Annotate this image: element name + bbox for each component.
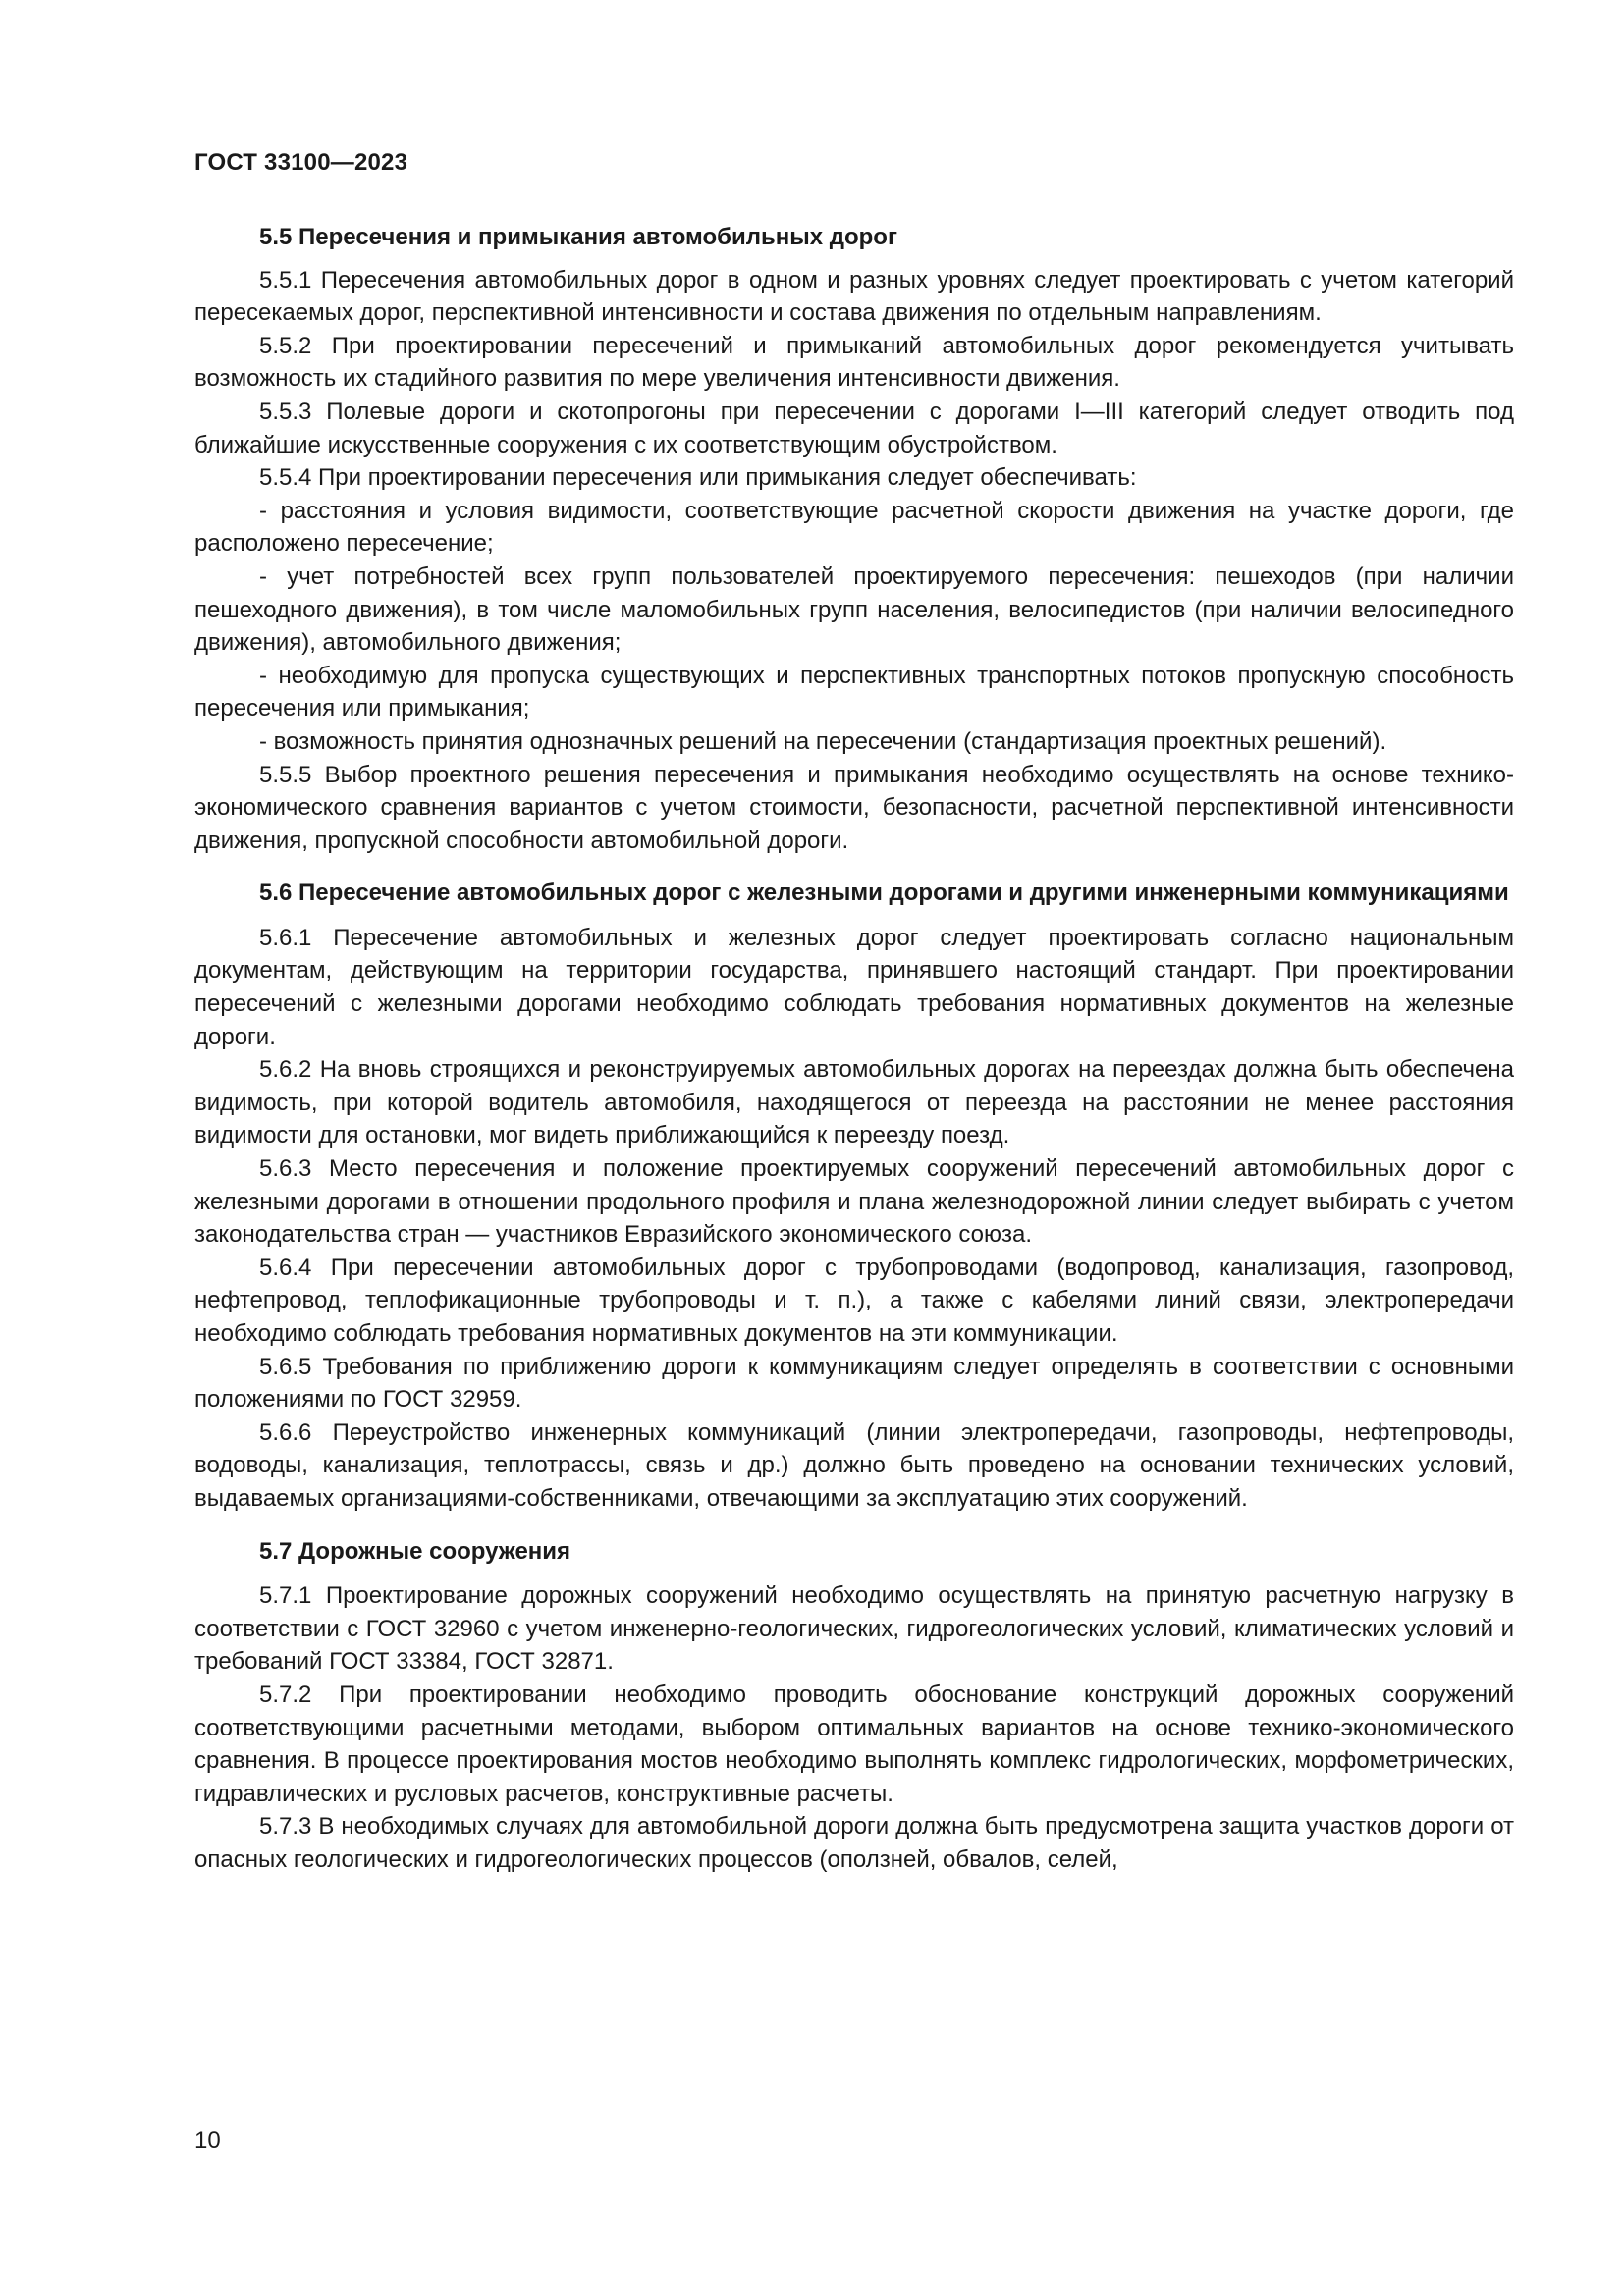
document-body (194, 221, 1514, 1877)
paragraph-5-7-1: 5.7.1 Проектирование дорожных сооружений необходимо осуществлять на принятую расчетную нагрузку в соответствии с ГОСТ 32960 с учетом инженерно-геологических, гидрогеологических условий, климатических условий и требований ГОСТ 33384, ГОСТ 32871. (194, 1582, 1514, 1676)
list-item-user-groups: - учет потребностей всех групп пользователей проектируемого пересечения: пешеходов (при наличии пешеходного движения), в том числе маломобильных групп населения, велосипедистов (при наличии велосипедного движения), автомобильного движения; (194, 562, 1514, 657)
section-heading-5-5: 5.5 Пересечения и примыкания автомобильных дорог (259, 224, 897, 250)
section-heading-5-6: 5.6 Пересечение автомобильных дорог с железными дорогами и другими инженерными коммуникациями (259, 880, 1509, 907)
paragraph-5-5-4: 5.5.4 При проектировании пересечения или примыкания следует обеспечивать: (259, 464, 1137, 492)
paragraph-5-6-1: 5.6.1 Пересечение автомобильных и железных дорог следует проектировать согласно национальным документам, действующим на территории государства, принявшего настоящий стандарт. При проектировании пересечений с железными дорогами необходимо соблюдать требования нормативных документов на железные дороги. (194, 924, 1514, 1050)
paragraph-5-6-6: 5.6.6 Переустройство инженерных коммуникаций (линии электропередачи, газопроводы, нефтепроводы, водоводы, канализация, теплотрассы, связь и др.) должно быть проведено на основании технических условий, выдаваемых организациями-собственниками, отвечающими за эксплуатацию этих сооружений. (194, 1418, 1514, 1512)
paragraph-5-7-2: 5.7.2 При проектировании необходимо проводить обоснование конструкций дорожных сооружений соответствующими расчетными методами, выбором оптимальных вариантов на основе технико-экономического сравнения. В процессе проектирования мостов необходимо выполнять комплекс гидрологических, морфометрических, гидравлических и русловых расчетов, конструктивные расчеты. (194, 1681, 1514, 1807)
paragraph-5-5-2: 5.5.2 При проектировании пересечений и примыканий автомобильных дорог рекомендуется учитывать возможность их стадийного развития по мере увеличения интенсивности движения. (194, 332, 1514, 393)
paragraph-5-6-3: 5.6.3 Место пересечения и положение проектируемых сооружений пересечений автомобильных дорог с железными дорогами в отношении продольного профиля и плана железнодорожной линии следует выбирать с учетом законодательства стран — участников Евразийского экономического союза. (194, 1155, 1514, 1249)
page-number: 10 (194, 2127, 221, 2154)
paragraph-5-5-1: 5.5.1 Пересечения автомобильных дорог в одном и разных уровнях следует проектировать с учетом категорий пересекаемых дорог, перспективной интенсивности и состава движения по отдельным направлениям. (194, 266, 1514, 327)
list-item-visibility: - расстояния и условия видимости, соответствующие расчетной скорости движения на участке дороги, где расположено пересечение; (194, 497, 1514, 558)
paragraph-5-6-5: 5.6.5 Требования по приближению дороги к коммуникациям следует определять в соответствии с основными положениями по ГОСТ 32959. (194, 1353, 1514, 1414)
section-heading-5-7: 5.7 Дорожные сооружения (259, 1537, 571, 1565)
list-item-standardization: - возможность принятия однозначных решений на пересечении (стандартизация проектных решений). (259, 727, 1387, 755)
paragraph-5-6-2: 5.6.2 На вновь строящихся и реконструируемых автомобильных дорогах на переездах должна быть обеспечена видимость, при которой водитель автомобиля, находящегося от переезда на расстоянии не менее расстояния видимости для остановки, мог видеть приближающийся к переезду поезд. (194, 1056, 1514, 1149)
list-item-capacity: - необходимую для пропуска существующих и перспективных транспортных потоков пропускную способность пересечения или примыкания; (194, 662, 1514, 722)
paragraph-5-5-3: 5.5.3 Полевые дороги и скотопрогоны при пересечении с дорогами I—III категорий следует отводить под ближайшие искусственные сооружения с их соответствующим обустройством. (194, 398, 1514, 458)
paragraph-5-6-4: 5.6.4 При пересечении автомобильных дорог с трубопроводами (водопровод, канализация, газопровод, нефтепровод, теплофикационные трубопроводы и т. п.), а также с кабелями линий связи, электропередачи необходимо соблюдать требования нормативных документов на эти коммуникации. (194, 1254, 1514, 1347)
paragraph-5-7-3: 5.7.3 В необходимых случаях для автомобильной дороги должна быть предусмотрена защита участков дороги от опасных геологических и гидрогеологических процессов (оползней, обвалов, селей, (194, 1813, 1514, 1873)
document-header-id: ГОСТ 33100—2023 (194, 149, 408, 176)
paragraph-5-5-5: 5.5.5 Выбор проектного решения пересечения и примыкания необходимо осуществлять на основе технико-экономического сравнения вариантов с учетом стоимости, безопасности, расчетной перспективной интенсивности движения, пропускной способности автомобильной дороги. (194, 761, 1514, 854)
